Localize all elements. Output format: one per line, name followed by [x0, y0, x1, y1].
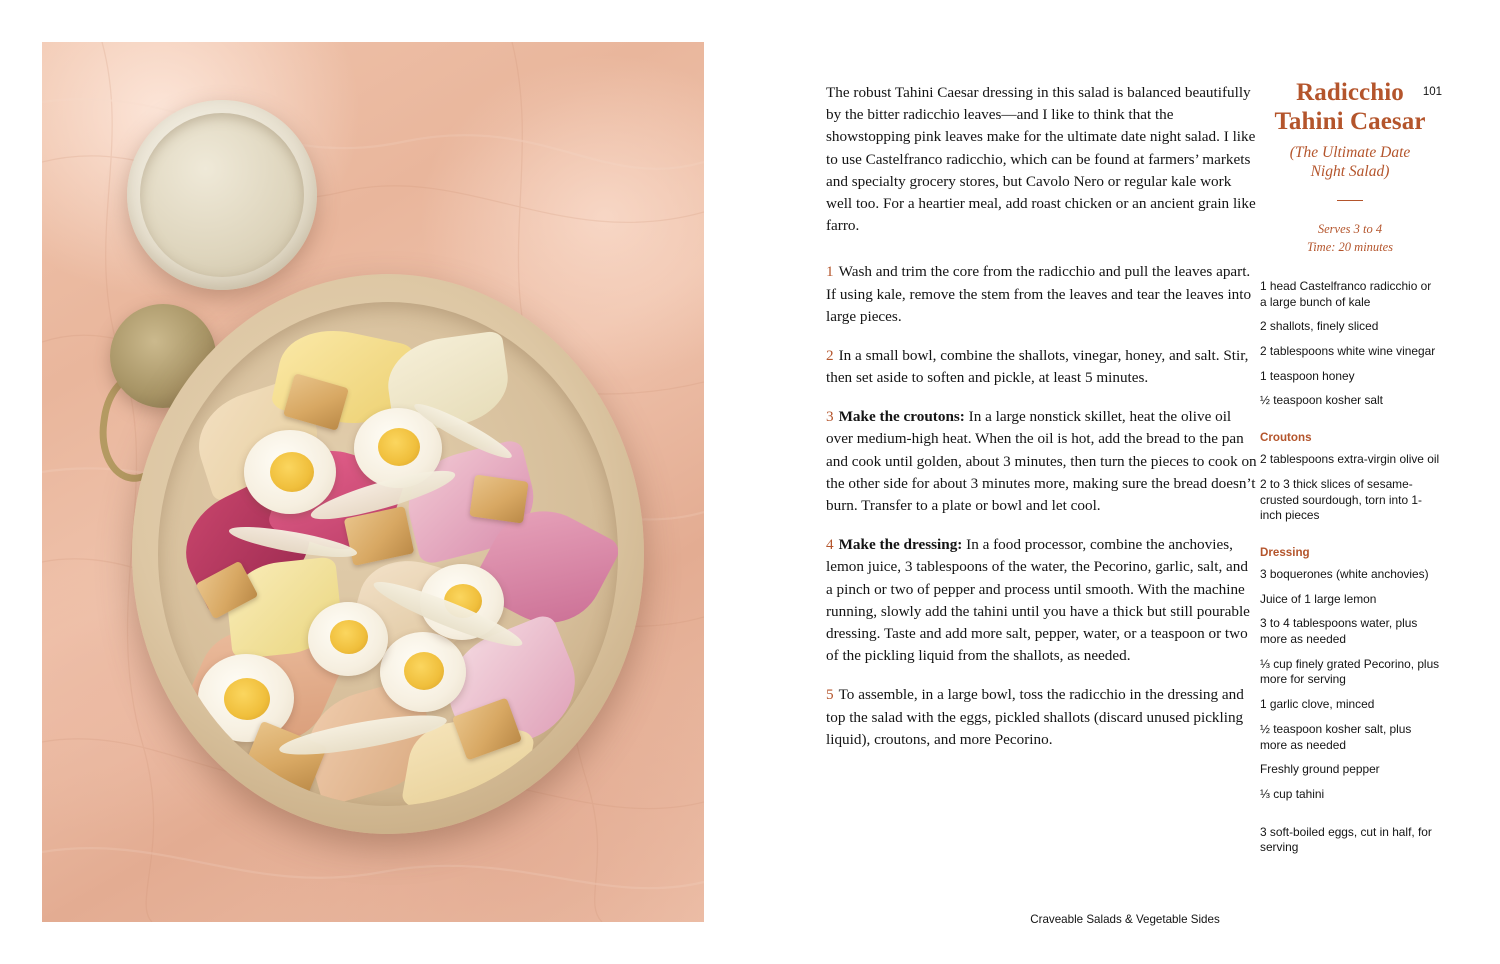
ingredient-item: 1 head Castelfranco radicchio or a large bunch of kale [1260, 278, 1432, 309]
recipe-photo [42, 42, 704, 922]
ingredient-group-heading: Dressing [1260, 545, 1310, 559]
recipe-step-1 [826, 261, 1258, 328]
step-number: 3 [826, 408, 834, 426]
step-number: 1 [826, 263, 834, 281]
ingredient-item: 2 tablespoons white wine vinegar [1260, 344, 1436, 359]
ingredient-group-croutons [1260, 431, 1440, 524]
recipe-time: Time: 20 minutes [1306, 240, 1394, 255]
recipe-subtitle [1260, 144, 1440, 182]
ingredient-item: 2 tablespoons extra-virgin olive oil [1260, 452, 1440, 467]
dressing-bowl [127, 100, 317, 290]
ingredient-item: ½ teaspoon kosher salt, plus more as needed [1260, 721, 1412, 752]
ingredient-group-serving [1260, 825, 1440, 856]
ingredient-group-main [1260, 279, 1440, 409]
ingredient-item: 2 shallots, finely sliced [1260, 319, 1379, 334]
step-text: To assemble, in a large bowl, toss the radicchio in the dressing and top the salad with the eggs, pickled shallots (discard unused pickling liquid), croutons, and more Pecorino. [826, 686, 1244, 748]
text-page [750, 0, 1500, 964]
page-number: 101 [1422, 86, 1442, 98]
recipe-sidebar [1260, 78, 1440, 865]
ingredient-group-dressing [1260, 546, 1440, 803]
divider-rule [1337, 200, 1363, 202]
ingredient-item: 3 soft-boiled eggs, cut in half, for serving [1260, 824, 1432, 855]
recipe-serves: Serves 3 to 4 [1317, 222, 1383, 237]
recipe-subtitle-line-2: Night Salad) [1310, 162, 1390, 180]
ingredient-item: Freshly ground pepper [1260, 762, 1380, 777]
ingredient-item: ½ teaspoon kosher salt [1260, 393, 1383, 408]
salad-bowl-rim [158, 302, 618, 806]
step-text: In a large nonstick skillet, heat the olive oil over medium-high heat. When the oil is hot, add the bread to the pan and cook until golden, about 3 minutes, then turn the pieces to cook on the other side for about 3 minutes more, making sure the bread doesn’t burn. Transfer to a plate or bowl and let cool. [826, 408, 1257, 514]
recipe-step-3 [826, 406, 1258, 517]
ingredient-group-heading: Croutons [1260, 431, 1312, 445]
recipe-step-4 [826, 534, 1258, 667]
step-text: Wash and trim the core from the radicchio and pull the leaves apart. If using kale, remove the stem from the leaves and tear the leaves into large pieces. [826, 263, 1252, 325]
recipe-title-line-2: Tahini Caesar [1274, 108, 1426, 135]
ingredient-item: 3 to 4 tablespoons water, plus more as needed [1260, 616, 1418, 647]
recipe-step-2 [826, 345, 1258, 389]
step-lead: Make the croutons: [838, 408, 965, 426]
salad-bowl [132, 274, 644, 834]
recipe-intro: The robust Tahini Caesar dressing in this salad is balanced beautifully by the bitter radicchio leaves—and I like to think that the showstopping pink leaves make for the ultimate date night salad. I like to use Castelfranco radicchio, which can be found at farmers’ markets and specialty grocery stores, but Cavolo Nero or regular kale work well too. For a heartier meal, add roast chicken or an ancient grain like farro. [826, 84, 1256, 235]
ingredient-item: 3 boquerones (white anchovies) [1260, 566, 1429, 581]
recipe-body-column [826, 82, 1258, 768]
step-number: 4 [826, 536, 834, 554]
ingredient-item: Juice of 1 large lemon [1260, 591, 1377, 606]
recipe-title-line-1: Radicchio [1296, 79, 1404, 106]
recipe-title [1260, 78, 1440, 136]
ingredient-item: 1 garlic clove, minced [1260, 697, 1375, 712]
recipe-meta [1260, 221, 1440, 257]
recipe-step-5 [826, 684, 1258, 751]
ingredient-item: 1 teaspoon honey [1260, 368, 1355, 383]
recipe-subtitle-line-1: (The Ultimate Date [1289, 144, 1411, 161]
step-text: In a small bowl, combine the shallots, vinegar, honey, and salt. Stir, then set aside to soften and pickle, at least 5 minutes. [826, 346, 1249, 387]
step-number: 2 [826, 346, 834, 364]
ingredient-item: ⅓ cup finely grated Pecorino, plus more for serving [1260, 656, 1440, 687]
step-lead: Make the dressing: [838, 536, 963, 554]
page-footer: Craveable Salads & Vegetable Sides [1030, 913, 1220, 926]
ingredient-item: 2 to 3 thick slices of sesame-crusted sourdough, torn into 1-inch pieces [1260, 476, 1422, 523]
ingredient-item: ⅓ cup tahini [1260, 786, 1325, 801]
step-text: In a food processor, combine the anchovies, lemon juice, 3 tablespoons of the water, the Pecorino, garlic, salt, and a pinch or two of pepper and process until smooth. With the machine running, slowly add the tahini until you have a thick but still pourable dressing. Taste and add more salt, pepper, water, or a teaspoon or two of the pickling liquid from the shallots, as needed. [826, 536, 1250, 665]
step-number: 5 [826, 686, 834, 704]
